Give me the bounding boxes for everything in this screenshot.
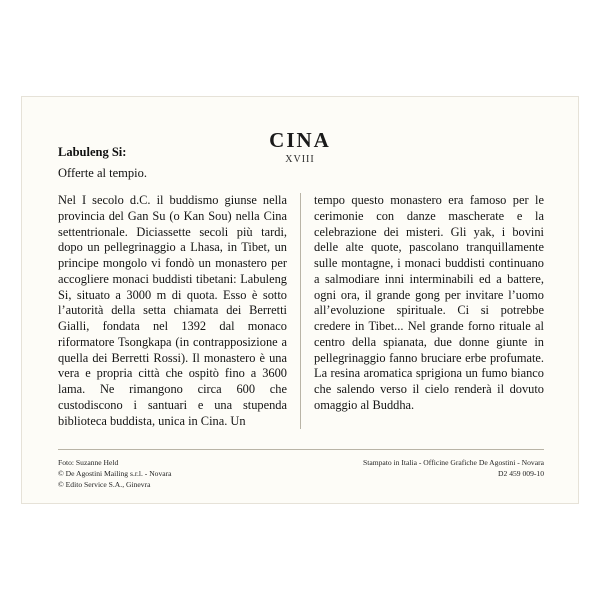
footer-printer: Stampato in Italia - Officine Grafiche De Agostini - Novara: [363, 458, 544, 467]
caption-heading: Labuleng Si:: [58, 145, 127, 159]
body-columns: [58, 193, 544, 429]
footer-code: D2 459 009-10: [498, 469, 544, 478]
footer: [58, 457, 544, 490]
body-text-right: tempo questo monastero era famoso per le cerimonie con danze mascherate e la celebrazione dei misteri. Gli yak, i bovini delle alte quote, pascolano tranquillamente sulle montagne, i monaci buddisti continuano a salmodiare inni interminabili ed a battere, ogni ora, il grande gong per invitare l’uomo all’evoluzione spirituale. Ci si potrebbe credere in Tibet... Nel grande forno rituale al centro della spianata, due donne giunte in pellegrinaggio fanno bruciare erbe profumate. La resina aromatica sprigiona un fumo bianco che salendo verso il cielo renderà il dovuto omaggio al Buddha.: [314, 193, 544, 412]
footer-copyright-2: © Edito Service S.A., Ginevra: [58, 480, 151, 489]
postcard: [22, 97, 578, 503]
footer-credit-photo: Foto: Suzanne Held: [58, 458, 119, 467]
body-column-left: [58, 193, 301, 429]
body-text-left: Nel I secolo d.C. il buddismo giunse nella provincia del Gan Su (o Kan Sou) nella Cina settentrionale. Diciassette secoli più tardi, dopo un pellegrinaggio a Lhasa, in Tibet, un principe mongolo vi fondò un monastero per accogliere monaci buddisti tibetani: Labuleng Si, situato a 3000 m di quota. Esso è sotto l’autorità della setta chiamata dei Berretti Gialli, fondata nel 1392 dal monaco riformatore Tsongkapa (in contrapposizione a quella dei Berretti Rossi). Il monastero è una vera e propria città che ospitò fino a 3600 lama. Ne rimangono circa 600 che custodiscono i santuari e una stupenda biblioteca buddista, unica in Cina. Un: [58, 193, 287, 428]
footer-left: [58, 457, 330, 490]
page-title: CINA: [269, 128, 331, 152]
postcard-content: [22, 97, 578, 503]
lead-block: [58, 145, 273, 181]
footer-copyright-1: © De Agostini Mailing s.r.l. - Novara: [58, 469, 172, 478]
page-subtitle: XVIII: [285, 154, 315, 166]
caption-subtext: Offerte al tempio.: [58, 166, 147, 180]
body-column-right: [301, 193, 544, 429]
footer-right: [330, 457, 544, 479]
footer-divider: [58, 449, 544, 450]
